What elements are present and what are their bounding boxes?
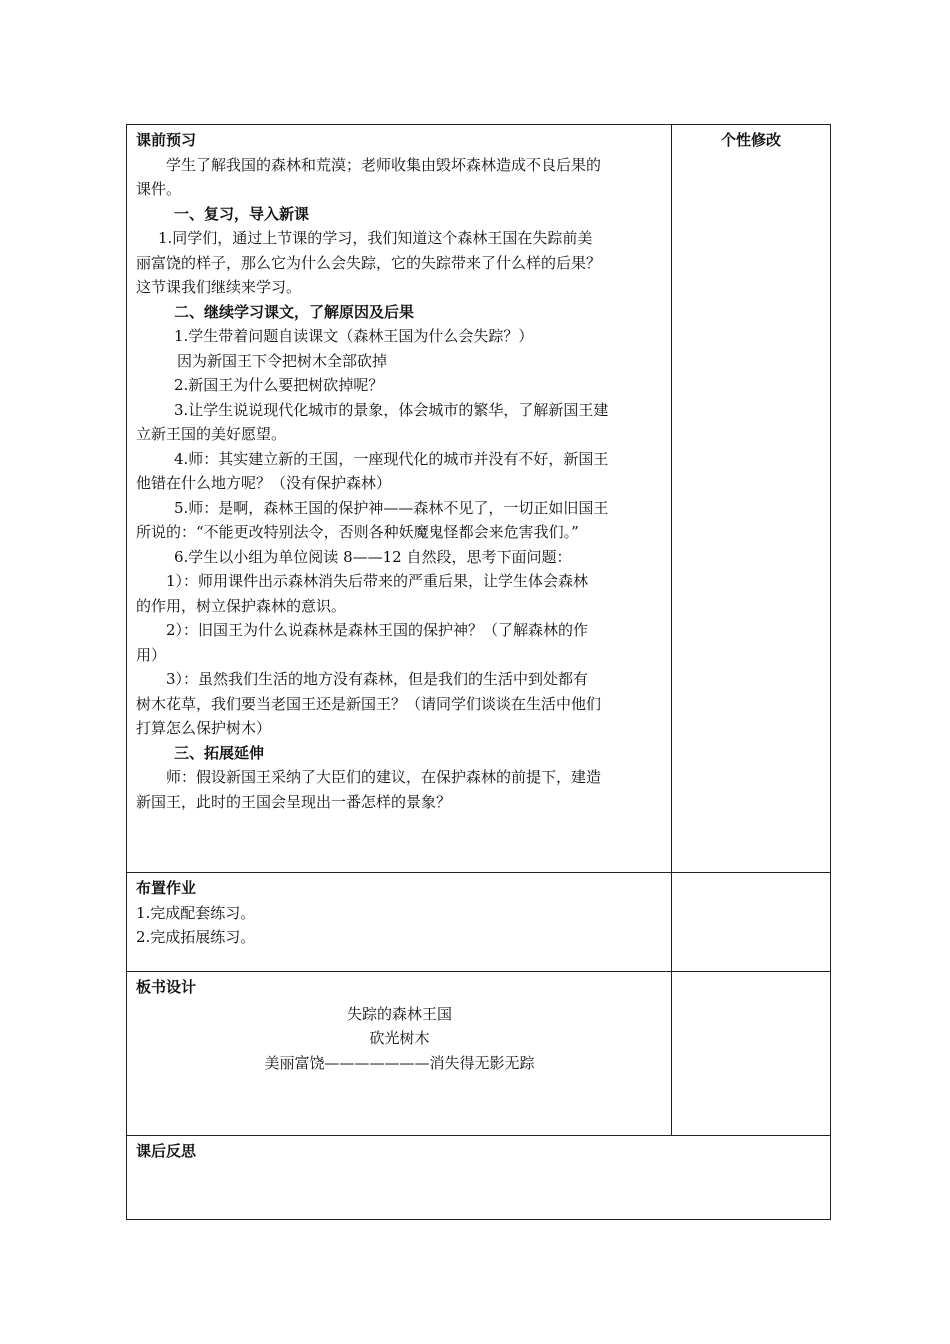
section-line: 用） <box>136 645 167 664</box>
lesson-plan-table <box>126 124 831 1220</box>
section-heading: 三、拓展延伸 <box>174 743 265 762</box>
section-line: 2.新国王为什么要把树砍掉呢？ <box>174 376 384 394</box>
reflection-heading: 课后反思 <box>136 1142 197 1160</box>
section-line: 3.让学生说说现代化城市的景象，体会城市的繁华，了解新国王建 <box>174 400 609 419</box>
homework-line: 2.完成拓展练习。 <box>136 928 256 946</box>
section-line: 立新王国的美好愿望。 <box>136 425 287 443</box>
preview-line: 课件。 <box>136 180 182 198</box>
section-line: 1.学生带着问题自读课文（森林王国为什么会失踪？） <box>174 327 534 345</box>
board-design-cell <box>127 972 671 1075</box>
reflection-cell <box>127 1136 830 1164</box>
section-line: 1.同学们，通过上节课的学习，我们知道这个森林王国在失踪前美 <box>158 229 593 247</box>
board-heading: 板书设计 <box>136 978 197 996</box>
section-line: 打算怎么保护树木） <box>136 719 272 737</box>
column-divider <box>671 125 672 1135</box>
section-line: 他错在什么地方呢？（没有保护森林） <box>136 474 392 492</box>
board-line: 失踪的森林王国 <box>346 1004 452 1023</box>
section-line: 树木花草，我们要当老国王还是新国王？（请同学们谈谈在生活中他们 <box>136 694 602 713</box>
homework-cell <box>127 873 671 950</box>
section-line: 2）：旧国王为什么说森林是森林王国的保护神？（了解森林的作 <box>166 621 589 639</box>
section-line: 1）：师用课件出示森林消失后带来的严重后果，让学生体会森林 <box>166 572 589 590</box>
section-line: 因为新国王下令把树木全部砍掉 <box>177 351 388 370</box>
personal-revision-cell <box>672 125 830 153</box>
section-line: 新国王，此时的王国会呈现出一番怎样的景象？ <box>136 792 452 811</box>
section-line: 4.师：其实建立新的王国，一座现代化的城市并没有不好，新国王 <box>174 449 609 468</box>
homework-line: 1.完成配套练习。 <box>136 903 256 922</box>
section-line: 师：假设新国王采纳了大臣们的建议，在保护森林的前提下，建造 <box>166 768 602 786</box>
section-heading: 一、复习，导入新课 <box>174 204 310 223</box>
teaching-process-cell <box>127 125 671 814</box>
section-line: 3）：虽然我们生活的地方没有森林，但是我们的生活中到处都有 <box>166 670 589 688</box>
homework-heading: 布置作业 <box>136 879 197 897</box>
section-line: 6.学生以小组为单位阅读 8——12 自然段，思考下面问题： <box>174 547 572 566</box>
section-line: 所说的：“不能更改特别法令，否则各种妖魔鬼怪都会来危害我们。” <box>136 523 579 541</box>
section-line: 丽富饶的样子，那么它为什么会失踪，它的失踪带来了什么样的后果？ <box>136 253 602 272</box>
board-line: 美丽富饶———————消失得无影无踪 <box>264 1053 535 1072</box>
section-line: 的作用，树立保护森林的意识。 <box>136 596 347 615</box>
personal-revision-heading: 个性修改 <box>720 131 781 149</box>
section-heading: 二、继续学习课文，了解原因及后果 <box>174 302 415 321</box>
section-line: 5.师：是啊，森林王国的保护神——森林不见了，一切正如旧国王 <box>174 498 609 517</box>
preview-line: 学生了解我国的森林和荒漠；老师收集由毁坏森林造成不良后果的 <box>166 155 602 174</box>
board-line: 砍光树木 <box>369 1029 430 1047</box>
preview-heading: 课前预习 <box>136 131 197 149</box>
section-line: 这节课我们继续来学习。 <box>136 278 302 296</box>
